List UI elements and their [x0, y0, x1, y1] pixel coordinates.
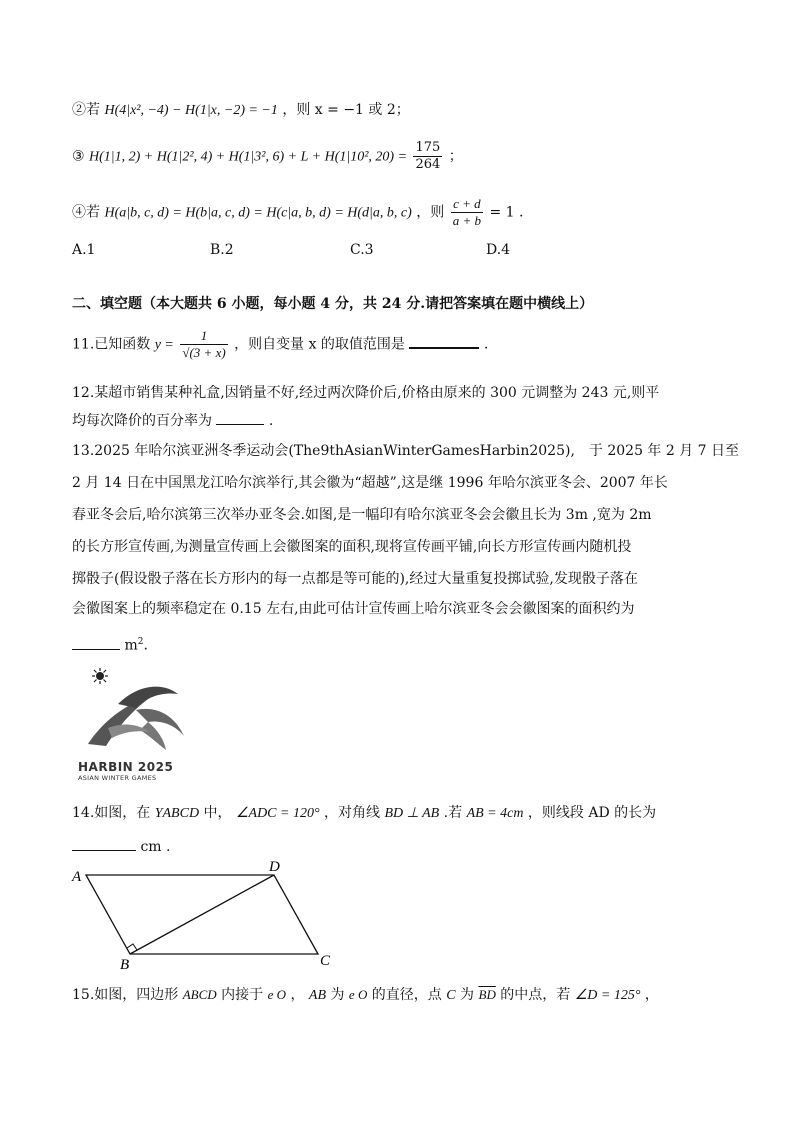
q13-line-1: 13.2025 年哈尔滨亚洲冬季运动会(The9thAsianWinterGamesHarbin2025), 于 2025 年 2 月 7 日至 — [72, 443, 740, 459]
q14-mid: 中， — [203, 805, 232, 821]
q10-statement-4-math: H(a|b, c, d) = H(b|a, c, d) = H(c|a, b, d) = H(d|a, b, c) — [104, 205, 412, 221]
q10-option-c: C.3 — [350, 242, 374, 258]
label-d: D — [269, 859, 280, 875]
q13-line-3: 春亚冬会后,哈尔滨第三次举办亚冬会.如图,是一幅印有哈尔滨亚冬会会徽且长为 3m ,宽为 2m — [72, 507, 652, 523]
q15-mid5: 为 — [460, 987, 475, 1003]
q14-unit: cm . — [140, 839, 171, 855]
q10-statement-3-prefix: ③ — [72, 148, 85, 165]
label-c: C — [320, 953, 331, 969]
q14-length: AB = 4cm — [466, 806, 524, 821]
q10-statement-3-math: H(1|1, 2) + H(1|2², 4) + H(1|3², 6) + L + H(1|10², 20) = — [89, 149, 408, 165]
q13-unit-exponent: 2 — [137, 637, 144, 647]
q13-line-2: 2 月 14 日在中国黑龙江哈尔滨举行,其会徽为“超越”,这是继 1996 年哈尔滨亚冬会、2007 年长 — [72, 475, 668, 491]
diagonal-bd — [130, 875, 274, 954]
q11-prefix: 11.已知函数 — [72, 336, 151, 353]
q15-arc: $\overline{BD}$ — [478, 987, 496, 1002]
fraction-denominator: 264 — [415, 157, 441, 172]
q15-circle-1: e O — [267, 987, 286, 1002]
q12-line-2 — [72, 410, 273, 431]
q15-mid1: 内接于 — [221, 987, 264, 1003]
q14-mid2: ，对角线 — [324, 805, 381, 821]
q13-line-5: 掷骰子(假设骰子落在长方形内的每一点都是等可能的),经过大量重复投掷试验,发现骰子落在 — [72, 571, 638, 587]
q15 — [72, 985, 659, 1006]
q13-end: . — [143, 637, 148, 654]
fraction-numerator: 175 — [415, 140, 441, 155]
q13-line-7 — [72, 632, 148, 656]
q11-suffix: ，则自变量 x 的取值范围是 — [234, 336, 405, 353]
q12-end: . — [268, 413, 274, 429]
parallelogram-figure — [60, 855, 350, 975]
q10-statement-3-suffix: ； — [448, 148, 463, 165]
answer-blank — [409, 333, 479, 349]
q12-line-2-text: 均每次降价的百分率为 — [72, 413, 212, 429]
q15-end: ， — [644, 987, 659, 1003]
q15-angle: ∠D = 125° — [574, 988, 641, 1003]
q10-statement-4-suffix: = 1 . — [489, 204, 524, 221]
q14-perpendicular: BD ⊥ AB — [384, 806, 440, 821]
q14-angle: ∠ADC = 120° — [235, 806, 320, 821]
sun-icon — [92, 668, 108, 684]
label-a: A — [72, 869, 82, 885]
logo-subtitle: ASIAN WINTER GAMES — [78, 774, 157, 782]
fraction-denominator: a + b — [452, 213, 481, 228]
fraction-numerator: 1 — [180, 328, 227, 345]
q11-end: . — [483, 336, 489, 353]
q14-suffix: ，则线段 AD 的长为 — [527, 805, 657, 821]
logo-emblem-icon — [78, 664, 198, 754]
q10-statement-2-suffix: ，则 x = −1 或 2； — [282, 102, 410, 118]
q14-line-2 — [72, 836, 170, 857]
section-title: 二、填空题（本大题共 6 小题，每小题 4 分，共 24 分.请把答案填在题中横线上） — [72, 296, 594, 312]
answer-blank — [72, 635, 120, 650]
q15-mid3: 为 — [330, 987, 345, 1003]
q10-statement-3-fraction — [413, 140, 442, 173]
fraction-numerator: c + d — [451, 196, 483, 213]
q10-statement-4 — [72, 196, 523, 229]
right-angle-mark — [127, 944, 137, 950]
q10-option-b: B.2 — [210, 242, 234, 258]
q13-unit: m — [124, 637, 138, 654]
q11 — [72, 328, 488, 361]
q13-line-6: 会徽图案上的频率稳定在 0.15 左右,由此可估计宣传画上哈尔滨亚冬会会徽图案的面积约为 — [72, 601, 635, 617]
q10-statement-2-prefix: ②若 — [72, 102, 100, 118]
q15-diameter: AB — [308, 988, 327, 1003]
q14-mid3: .若 — [443, 805, 463, 821]
q13-line-4: 的长方形宣传画,为测量宣传画上会徽图案的面积,现将宣传画平铺,向长方形宣传画内随机投 — [72, 539, 632, 555]
q15-quadrilateral: ABCD — [182, 987, 217, 1002]
answer-blank — [216, 410, 264, 425]
q10-statement-3 — [72, 140, 463, 173]
q10-statement-2 — [72, 100, 410, 121]
q15-circle-2: e O — [348, 987, 368, 1002]
logo-title: HARBIN 2025 — [78, 760, 174, 774]
q14-prefix: 14.如图，在 — [72, 805, 151, 821]
q15-mid2: ， — [290, 987, 305, 1003]
q15-mid6: 的中点，若 — [500, 987, 571, 1003]
q15-mid4: 的直径，点 — [371, 987, 442, 1003]
q10-statement-4-mid: ，则 — [416, 204, 445, 221]
q10-statement-4-prefix: ④若 — [72, 204, 100, 221]
answer-blank — [72, 836, 136, 851]
q10-option-d: D.4 — [486, 242, 511, 258]
harbin-2025-logo — [78, 664, 198, 784]
q10-statement-2-math: H(4|x², −4) − H(1|x, −2) = −1 — [104, 103, 278, 118]
q11-fraction — [180, 328, 227, 361]
q15-point-c: C — [446, 988, 456, 1003]
fraction-denominator: √(3 + x) — [182, 345, 226, 360]
q14-parallelogram: ΥABCD — [154, 806, 200, 821]
q15-prefix: 15.如图，四边形 — [72, 987, 179, 1003]
q10-statement-4-fraction — [451, 196, 483, 229]
label-b: B — [120, 957, 130, 973]
q14-line-1 — [72, 803, 656, 824]
q11-lhs: y = — [154, 337, 174, 353]
q10-option-a: A.1 — [72, 242, 96, 258]
q12-line-1: 12.某超市销售某种礼盒,因销量不好,经过两次降价后,价格由原来的 300 元调整为 243 元,则平 — [72, 385, 660, 401]
